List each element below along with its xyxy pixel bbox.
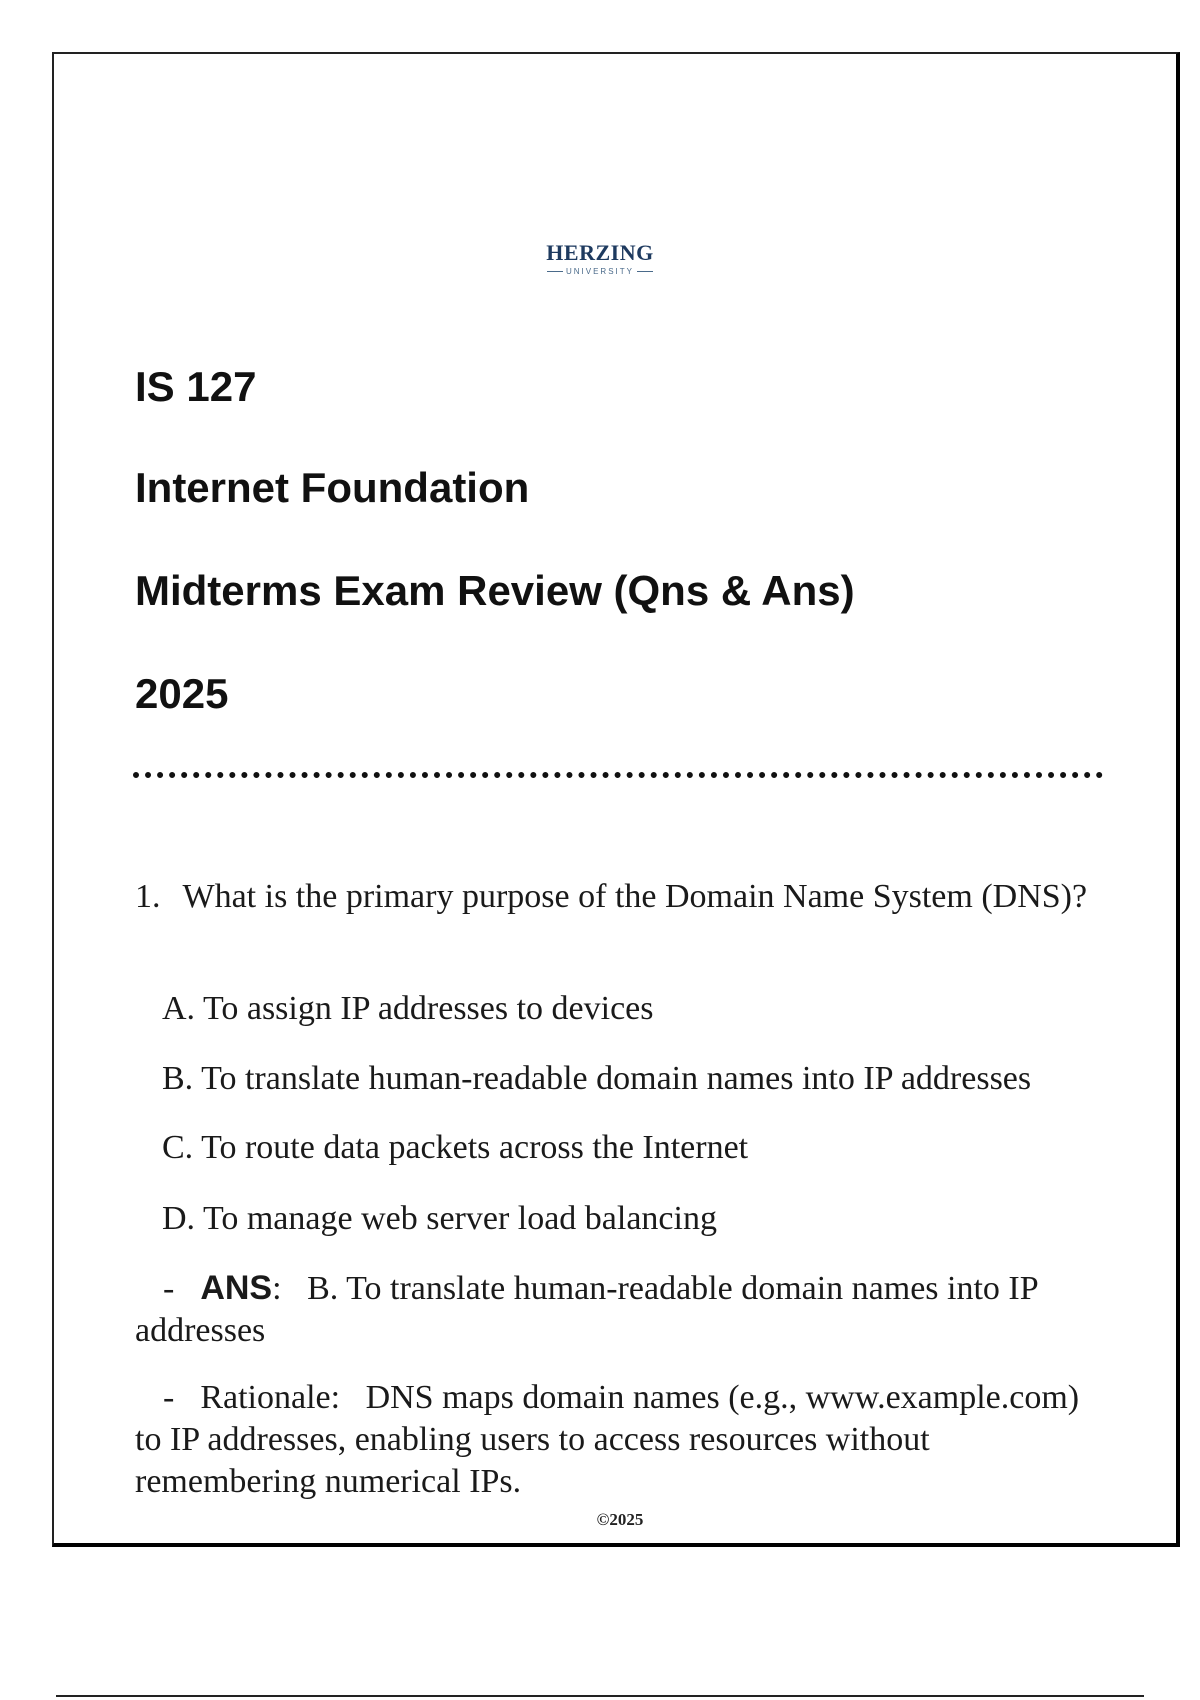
option-a xyxy=(162,988,654,1030)
course-code: IS 127 xyxy=(135,363,257,410)
document-title: Midterms Exam Review (Qns & Ans) xyxy=(135,567,855,614)
answer-dash: - xyxy=(163,1270,175,1307)
answer-text: B. To translate human-readable domain names into IP addresses xyxy=(135,1270,1038,1349)
option-d xyxy=(162,1198,717,1240)
question-number: 1. xyxy=(135,878,161,915)
answer-line xyxy=(135,1267,1095,1352)
question-text: What is the primary purpose of the Domain Name System (DNS)? xyxy=(182,878,1088,915)
option-text: To translate human-readable domain names into IP addresses xyxy=(201,1060,1032,1097)
option-text: To route data packets across the Internet xyxy=(201,1129,749,1166)
rationale-label: Rationale: xyxy=(200,1379,341,1416)
rationale-text: DNS maps domain names (e.g., www.example.com) to IP addresses, enabling users to access resources without remembering numerical IPs. xyxy=(135,1379,1080,1500)
rationale-dash: - xyxy=(163,1379,175,1416)
answer-label: ANS xyxy=(200,1269,273,1307)
option-text: To assign IP addresses to devices xyxy=(202,990,654,1027)
option-b xyxy=(162,1058,1031,1100)
option-letter: C. xyxy=(162,1129,194,1166)
logo-wordmark: HERZING xyxy=(546,240,654,265)
rationale-line xyxy=(135,1377,1095,1503)
logo-subtitle: UNIVERSITY xyxy=(520,266,680,278)
bottom-divider xyxy=(56,1695,1144,1697)
herzing-university-logo xyxy=(520,240,680,298)
document-year: 2025 xyxy=(135,670,229,717)
question-1 xyxy=(135,876,1095,918)
option-c xyxy=(162,1127,748,1169)
course-name: Internet Foundation xyxy=(135,464,530,511)
option-letter: A. xyxy=(162,990,196,1027)
dotted-divider xyxy=(133,772,1103,778)
footer-copyright: ©2025 xyxy=(596,1510,644,1529)
option-letter: D. xyxy=(162,1200,196,1237)
answer-separator: : xyxy=(272,1270,282,1307)
option-text: To manage web server load balancing xyxy=(202,1200,717,1237)
option-letter: B. xyxy=(162,1060,194,1097)
